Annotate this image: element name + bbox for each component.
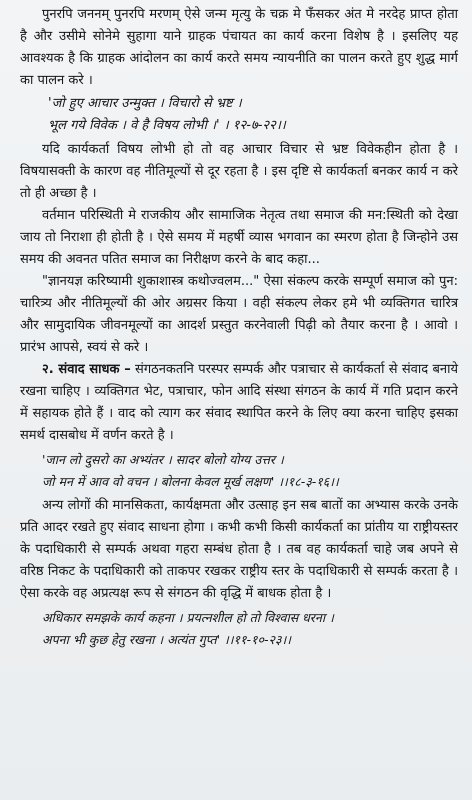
verse-quote-1-line-2: भूल गये विवेक । वे है विषय लोभी ।' । १२-७-२२।।	[48, 118, 286, 133]
paragraph-vishay-lobhi: यदि कार्यकर्ता विषय लोभी हो तो वह आचार विचार से भ्रष्ट विवेकहीन होता है । विषयासक्ती के कारण वह नीतिमूल्यों से दूर रहता है । इस दृष्टि से कार्यकर्ता बनकर कार्य न करे तो ही अच्छा है ।	[20, 142, 458, 201]
paragraph-gyanyagya: "ज्ञानयज्ञ करिष्यामी शुकाशास्त्र कथोज्वलम..." ऐसा संकल्प करके सम्पूर्ण समाज को पुन: चारित्र्य और नीतिमूल्यों की ओर अग्रसर किया । वही संकल्प लेकर हमे भी व्यक्तिगत चारित्र और सामुदायिक जीवनमूल्यों का आदर्श प्रस्तुत करनेवाली पिढ़ी को तैयार करना है । आवो । प्रारंभ आपसे, स्वयं से करे ।	[20, 274, 458, 355]
verse-quote-3-line-2: अपना भी कुछ हेतु रखना । अत्यंत गुप्त' ।।११-१०-२३।।	[42, 632, 291, 647]
verse-quote-1	[20, 93, 458, 137]
verse-quote-1-line-1: 'जो हुए आचार उन्मुक्त । विचारो से भ्रष्ट ।	[48, 96, 242, 111]
verse-quote-3	[20, 607, 458, 651]
verse-quote-2	[20, 449, 458, 493]
paragraph-mansikta: अन्य लोगों की मानसिकता, कार्यक्षमता और उत्साह इन सब बातों का अभ्यास करके उनके प्रति आदर रखते हुए संवाद साधना होगा । कभी कभी किसी कार्यकर्ता का प्रांतीय या राष्ट्रीयस्तर के पदाधिकारी से सम्पर्क अथवा गहरा सम्बंध होता है । तब वह कार्यकर्ता चाहे जब अपने से वरिष्ठ निकट के पदाधिकारी को ताकपर रखकर राष्ट्रीय स्तर के पदाधिकारी से सम्पर्क करता है । ऐसा करके वह अप्रत्यक्ष रूप से संगठन की वृद्धि में बाधक होता है ।	[20, 498, 458, 601]
verse-quote-2-line-2: जो मन में आव वो वचन । बोलना केवल मूर्ख लक्षण' ।।१८-३-१६।।	[42, 474, 339, 489]
section-body-samvad-sadhak: संगठनकतनि परस्पर सम्पर्क और पत्राचार से कार्यकर्ता से संवाद बनाये रखना चाहिए । व्यक्तिगत भेट, पत्राचार, फोन आदि संस्था संगठन के कार्य में गति प्रदान करने में सहायक होते हैं । वाद को त्याग कर संवाद स्थापित करने के लिए क्या करना चाहिए इसका समर्थ दासबोध में वर्णन करते है ।	[20, 362, 458, 443]
section-heading-samvad-sadhak: २. संवाद साधक –	[42, 362, 131, 377]
paragraph-samvad-sadhak	[20, 359, 458, 447]
verse-quote-3-line-1: अधिकार समझके कार्य कहना । प्रयत्नशील हो तो विश्वास धरना ।	[42, 610, 334, 625]
paragraph-intro: पुनरपि जननम् पुनरपि मरणम् ऐसे जन्म मृत्यु के चक्र मे फँसकर अंत मे नरदेह प्राप्त होता है और उसीमे सोनेमे सुहागा याने ग्राहक पंचायत का कार्य करना विशेष है । इसलिए यह आवश्यक है कि ग्राहक आंदोलन का कार्य करते समय न्यायनीति का पालन करते हुए शुद्ध मार्ग का पालन करे ।	[20, 7, 458, 88]
verse-quote-2-line-1: 'जान लो दुसरो का अभ्यंतर । सादर बोलो योग्य उत्तर ।	[42, 452, 284, 467]
paragraph-current-situation: वर्तमान परिस्थिती मे राजकीय और सामाजिक नेतृत्व तथा समाज की मन:स्थिती को देखा जाय तो निराशा ही होती है । ऐसे समय में महर्षी व्यास भगवान का स्मरण होता है जिन्होने उस समय की अवनत पतित समाज का निरीक्षण करने के बाद कहा...	[20, 208, 458, 267]
